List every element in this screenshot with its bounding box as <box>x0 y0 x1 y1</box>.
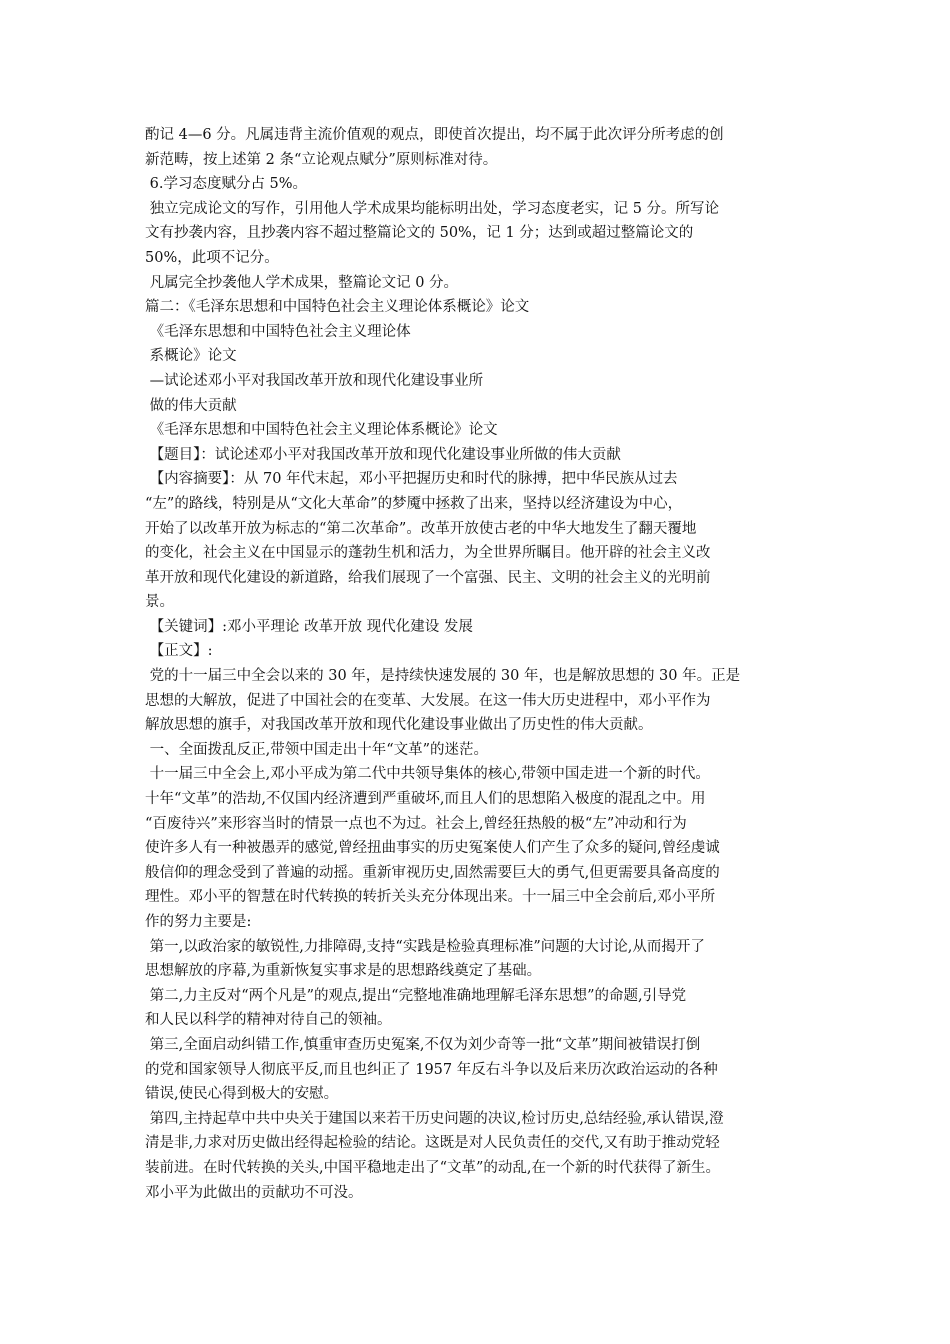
text-line: 【内容摘要】：从 70 年代末起，邓小平把握历史和时代的脉搏，把中华民族从过去 <box>145 471 678 488</box>
text-line: 6.学习态度赋分占 5%。 <box>145 176 308 193</box>
text-line: 新范畴，按上述第 2 条“立论观点赋分”原则标准对待。 <box>145 151 498 168</box>
text-line: 【题目】：试论述邓小平对我国改革开放和现代化建设事业所做的伟大贡献 <box>145 446 621 463</box>
text-line: 十年“文革”的浩劫,不仅国内经济遭到严重破坏,而且人们的思想陷入极度的混乱之中。用 <box>145 791 706 808</box>
text-line: 凡属完全抄袭他人学术成果，整篇论文记 0 分。 <box>145 274 459 291</box>
text-line: 第三,全面启动纠错工作,慎重审查历史冤案,不仅为刘少奇等一批“文革”期间被错误打倒 <box>145 1036 701 1053</box>
text-line: 作的努力主要是: <box>145 914 252 930</box>
document-page <box>145 123 813 1205</box>
text-line: 清是非,力求对历史做出经得起检验的结论。这既是对人民负责任的交代,又有助于推动党轻 <box>145 1135 720 1152</box>
text-line: 邓小平为此做出的贡献功不可没。 <box>145 1184 363 1201</box>
text-line: 使许多人有一种被愚弄的感觉,曾经扭曲事实的历史冤案使人们产生了众多的疑问,曾经虔诚 <box>145 840 720 857</box>
text-line: 解放思想的旗手，对我国改革开放和现代化建设事业做出了历史性的伟大贡献。 <box>145 717 653 734</box>
text-line: 系概论》论文 <box>145 348 237 365</box>
text-line: 《毛泽东思想和中国特色社会主义理论体系概论》论文 <box>145 422 498 439</box>
text-line: 理性。邓小平的智慧在时代转换的转折关头充分体现出来。十一届三中全会前后,邓小平所 <box>145 889 716 906</box>
text-line: 文有抄袭内容，且抄袭内容不超过整篇论文的 50%，记 1 分；达到或超过整篇论文的 <box>145 225 694 242</box>
text-line: “百废待兴”来形容当时的情景一点也不为过。社会上,曾经狂热般的极“左”冲动和行为 <box>145 815 687 832</box>
text-line: “左”的路线，特别是从“文化大革命”的梦魇中拯救了出来，坚持以经济建设为中心， <box>145 495 683 512</box>
text-line: 十一届三中全会上,邓小平成为第二代中共领导集体的核心,带领中国走进一个新的时代。 <box>145 766 710 783</box>
text-line: 《毛泽东思想和中国特色社会主义理论体 <box>145 323 411 340</box>
text-line: 革开放和现代化建设的新道路，给我们展现了一个富强、民主、文明的社会主义的光明前 <box>145 569 711 586</box>
text-line: 思想的大解放，促进了中国社会的在变革、大发展。在这一伟大历史进程中，邓小平作为 <box>145 692 711 709</box>
text-line: 做的伟大贡献 <box>145 397 237 414</box>
text-line: 第二,力主反对“两个凡是”的观点,提出“完整地准确地理解毛泽东思想”的命题,引导党 <box>145 987 687 1004</box>
text-line: 第四,主持起草中共中央关于建国以来若干历史问题的决议,检讨历史,总结经验,承认错误,澄 <box>145 1110 724 1127</box>
text-line: 的党和国家领导人彻底平反,而且也纠正了 1957 年反右斗争以及后来历次政治运动的各种 <box>145 1061 718 1078</box>
text-line: 第一,以政治家的敏锐性,力排障碍,支持“实践是检验真理标准”问题的大讨论,从而揭开了 <box>145 938 705 955</box>
text-line: 【正文】: <box>145 643 213 660</box>
text-line: 篇二：《毛泽东思想和中国特色社会主义理论体系概论》论文 <box>145 299 530 316</box>
text-line: —试论述邓小平对我国改革开放和现代化建设事业所 <box>145 372 484 389</box>
text-line: 【关键词】:邓小平理论 改革开放 现代化建设 发展 <box>145 618 473 635</box>
text-line: 一、全面拨乱反正,带领中国走出十年“文革”的迷茫。 <box>145 741 489 758</box>
text-line: 开始了以改革开放为标志的“第二次革命”。改革开放使古老的中华大地发生了翻天覆地 <box>145 520 697 537</box>
text-line: 和人民以科学的精神对待自己的领袖。 <box>145 1012 392 1029</box>
text-line: 错误,使民心得到极大的安慰。 <box>145 1086 339 1103</box>
text-line: 装前进。在时代转换的关头,中国平稳地走出了“文革”的动乱,在一个新的时代获得了新生。 <box>145 1159 721 1176</box>
text-line: 景。 <box>145 594 174 611</box>
text-line: 独立完成论文的写作，引用他人学术成果均能标明出处，学习态度老实，记 5 分。所写论 <box>145 200 720 217</box>
text-line: 50%，此项不记分。 <box>145 249 279 266</box>
text-line: 般信仰的理念受到了普遍的动摇。重新审视历史,固然需要巨大的勇气,但更需要具备高度的 <box>145 864 720 881</box>
text-line: 党的十一届三中全会以来的 30 年，是持续快速发展的 30 年，也是解放思想的 30 年。正是 <box>145 668 741 685</box>
text-line: 的变化，社会主义在中国显示的蓬勃生机和活力，为全世界所瞩目。他开辟的社会主义改 <box>145 545 711 562</box>
text-line: 思想解放的序幕,为重新恢复实事求是的思想路线奠定了基础。 <box>145 963 542 980</box>
text-line: 酌记 4—6 分。凡属违背主流价值观的观点，即使首次提出，均不属于此次评分所考虑的创 <box>145 127 724 143</box>
